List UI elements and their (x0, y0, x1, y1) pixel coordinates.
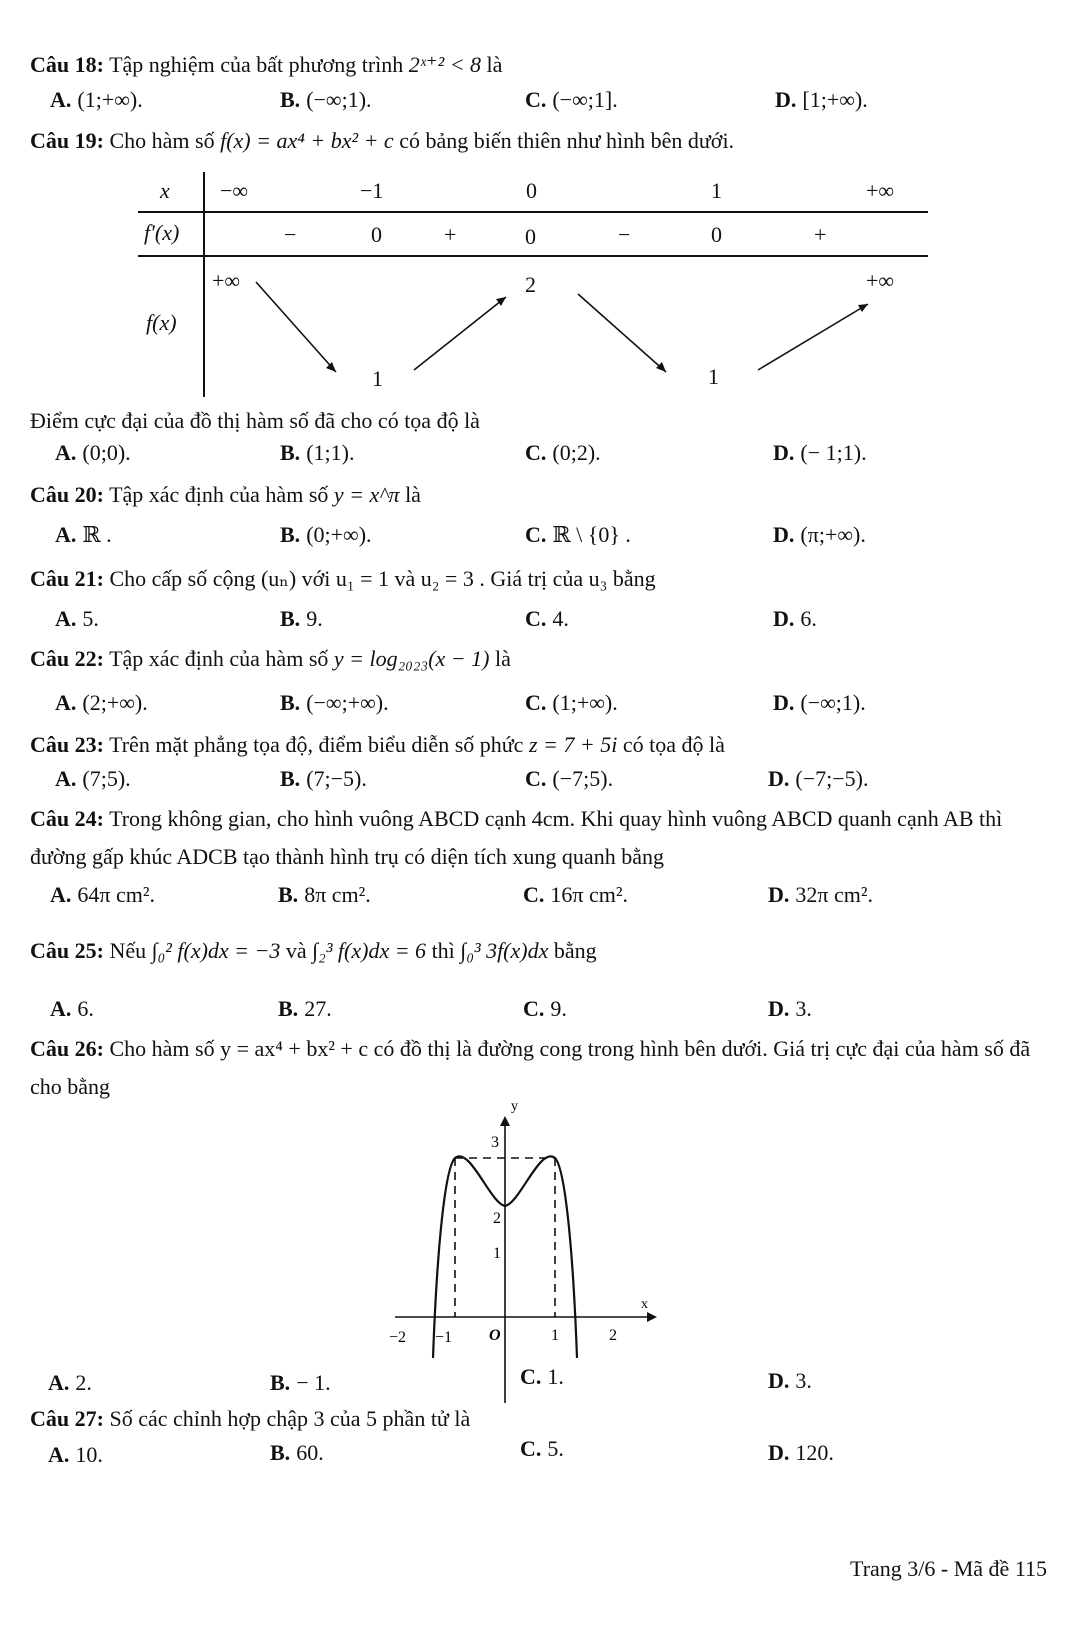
question-18: Câu 18: Tập nghiệm của bất phương trình 2ˣ⁺² < 8 là (30, 52, 503, 77)
x-val: 0 (526, 178, 537, 203)
q19-option-c[interactable]: C. (0;2). (525, 440, 601, 465)
q18-option-c[interactable]: C. (−∞;1]. (525, 87, 618, 112)
svg-text:3: 3 (491, 1134, 499, 1151)
fprime-val: + (444, 222, 457, 247)
q26-option-b[interactable]: B. − 1. (270, 1370, 331, 1395)
x-val: 1 (711, 178, 722, 203)
q21-option-b[interactable]: B. 9. (280, 606, 323, 631)
question-24: Câu 24: Trong không gian, cho hình vuông ABCD cạnh 4cm. Khi quay hình vuông ABCD quanh cạnh AB thì đường gấp khúc ADCB tạo thành hình trụ có diện tích xung quanh bằng (30, 806, 1003, 869)
q21-option-a[interactable]: A. 5. (55, 606, 99, 631)
question-25: Câu 25: Nếu ∫₀² f(x)dx = −3 và ∫₂³ f(x)dx = 6 thì ∫₀³ 3f(x)dx bằng (30, 938, 597, 963)
q26-option-a[interactable]: A. 2. (48, 1370, 92, 1395)
fprime-val: + (814, 222, 827, 247)
integral-3: ∫₀³ 3f(x)dx (460, 938, 549, 963)
q23-option-c[interactable]: C. (−7;5). (525, 766, 614, 791)
integral-2: ∫₂³ f(x)dx = 6 (312, 938, 427, 963)
variation-table (138, 172, 938, 412)
q23-option-d[interactable]: D. (−7;−5). (768, 766, 869, 791)
svg-text:2: 2 (609, 1327, 617, 1344)
svg-text:2: 2 (493, 1210, 501, 1227)
question-21: Câu 21: Cho cấp số cộng (uₙ) với u₁ = 1 và u₂ = 3 . Giá trị của u₃ bằng (30, 566, 656, 591)
q24-option-b[interactable]: B. 8π cm². (278, 882, 371, 907)
q22-option-b[interactable]: B. (−∞;+∞). (280, 690, 389, 715)
q18-option-a[interactable]: A. (1;+∞). (50, 87, 143, 112)
fprime-val: 0 (371, 222, 382, 247)
fprime-val: − (284, 222, 297, 247)
question-27: Câu 27: Số các chỉnh hợp chập 3 của 5 phần tử là (30, 1406, 471, 1431)
q20-option-b[interactable]: B. (0;+∞). (280, 522, 372, 547)
integral-1: ∫₀² f(x)dx = −3 (151, 938, 281, 963)
x-val: −∞ (220, 178, 249, 203)
q21-option-c[interactable]: C. 4. (525, 606, 569, 631)
q19-option-d[interactable]: D. (− 1;1). (773, 440, 867, 465)
q18-option-d[interactable]: D. [1;+∞). (775, 87, 868, 112)
q19-option-b[interactable]: B. (1;1). (280, 440, 355, 465)
q20-option-c[interactable]: C. ℝ \ {0} . (525, 522, 631, 547)
svg-text:−1: −1 (435, 1329, 453, 1346)
q24-option-c[interactable]: C. 16π cm². (523, 882, 628, 907)
q25-option-d[interactable]: D. 3. (768, 996, 812, 1021)
table-lines (138, 172, 938, 412)
q20-option-d[interactable]: D. (π;+∞). (773, 522, 866, 547)
fprime-val: − (618, 222, 631, 247)
q20-option-a[interactable]: A. ℝ . (55, 522, 112, 547)
q22-option-d[interactable]: D. (−∞;1). (773, 690, 866, 715)
f-row-label: f(x) (146, 310, 177, 335)
q25-option-c[interactable]: C. 9. (523, 996, 567, 1021)
question-26: Câu 26: Cho hàm số y = ax⁴ + bx² + c có đồ thị là đường cong trong hình bên dưới. Giá trị cực đại của hàm số đã cho bằng (30, 1036, 1031, 1099)
q27-option-b[interactable]: B. 60. (270, 1440, 324, 1465)
question-22: Câu 22: Tập xác định của hàm số y = log₂₀₂₃(x − 1) là (30, 646, 511, 671)
q23-option-a[interactable]: A. (7;5). (55, 766, 131, 791)
x-val: −1 (360, 178, 384, 203)
q22-option-c[interactable]: C. (1;+∞). (525, 690, 618, 715)
f-val: 1 (708, 364, 719, 389)
svg-text:1: 1 (493, 1245, 501, 1262)
q25-option-b[interactable]: B. 27. (278, 996, 332, 1021)
q22-option-a[interactable]: A. (2;+∞). (55, 690, 148, 715)
q18-option-b[interactable]: B. (−∞;1). (280, 87, 372, 112)
x-val: +∞ (866, 178, 895, 203)
question-19-prompt: Điểm cực đại của đồ thị hàm số đã cho có tọa độ là (30, 408, 480, 433)
fprime-val: 0 (525, 224, 536, 249)
fprime-row-label: f′(x) (144, 220, 180, 245)
x-row-label: x (160, 178, 170, 203)
x-axis-label: x (641, 1297, 648, 1312)
f-val: +∞ (212, 268, 241, 293)
page-footer: Trang 3/6 - Mã đề 115 (850, 1556, 1047, 1581)
y-axis-label: y (511, 1099, 518, 1114)
q27-option-d[interactable]: D. 120. (768, 1440, 834, 1465)
svg-text:−2: −2 (389, 1329, 407, 1346)
svg-text:1: 1 (551, 1327, 559, 1344)
svg-text:O: O (489, 1327, 501, 1344)
q27-option-c[interactable]: C. 5. (520, 1436, 564, 1461)
q25-option-a[interactable]: A. 6. (50, 996, 94, 1021)
q26-option-d[interactable]: D. 3. (768, 1368, 812, 1393)
q27-option-a[interactable]: A. 10. (48, 1442, 103, 1467)
q24-option-d[interactable]: D. 32π cm². (768, 882, 873, 907)
q26-option-c[interactable]: C. 1. (520, 1364, 564, 1389)
q24-option-a[interactable]: A. 64π cm². (50, 882, 155, 907)
question-23: Câu 23: Trên mặt phẳng tọa độ, điểm biểu diễn số phức z = 7 + 5i có tọa độ là (30, 732, 725, 757)
f-val: +∞ (866, 268, 895, 293)
q19-option-a[interactable]: A. (0;0). (55, 440, 131, 465)
f-val: 2 (525, 272, 536, 297)
question-20: Câu 20: Tập xác định của hàm số y = x^π là (30, 482, 421, 507)
f-val: 1 (372, 366, 383, 391)
question-19: Câu 19: Cho hàm số f(x) = ax⁴ + bx² + c có bảng biến thiên như hình bên dưới. (30, 128, 735, 153)
fprime-val: 0 (711, 222, 722, 247)
q23-option-b[interactable]: B. (7;−5). (280, 766, 367, 791)
q21-option-d[interactable]: D. 6. (773, 606, 817, 631)
